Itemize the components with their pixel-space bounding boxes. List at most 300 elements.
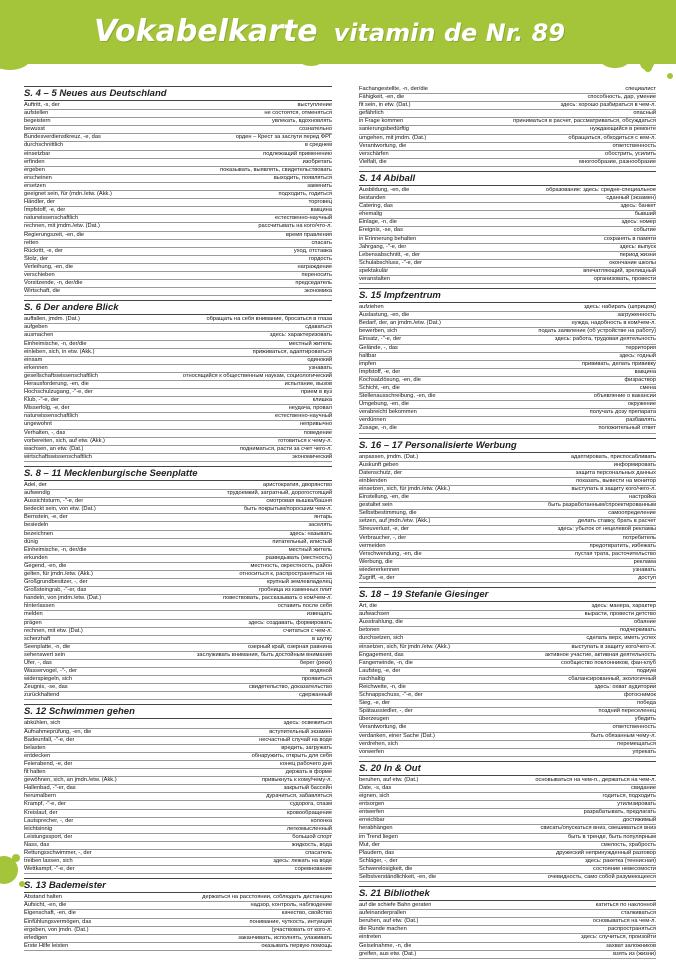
german-term: Eigenschaft, -en, die: [24, 910, 76, 917]
russian-translation: подать заявление (об устройстве на работу): [538, 328, 656, 335]
vocab-row: [24, 175, 332, 183]
section-heading: S. 20 In & Out: [359, 761, 656, 776]
russian-translation: доступ: [638, 574, 656, 581]
russian-translation: жидкость, вода: [291, 841, 332, 848]
german-term: gestaltet sein: [359, 502, 393, 509]
russian-translation: выходить, появляться: [273, 174, 332, 181]
section-heading: S. 21 Bibliothek: [359, 886, 656, 901]
german-term: einsetzen, sich, für jmdn./etw. (Akk.): [359, 643, 451, 650]
vocab-row: [359, 817, 656, 825]
russian-translation: сообщество поклонников, фан-клуб: [560, 659, 656, 666]
russian-translation: предотвратить, избежать: [589, 542, 656, 549]
german-term: Einsatz, -"-e, der: [359, 336, 402, 343]
russian-translation: здесь: освежиться: [283, 720, 332, 727]
russian-translation: непривычно: [299, 421, 332, 428]
vocab-section: [359, 886, 656, 959]
vocab-row: [24, 349, 332, 357]
german-term: herabhängen: [359, 825, 393, 832]
russian-translation: естественно-научный: [274, 215, 332, 222]
vocab-row: [359, 660, 656, 668]
german-term: sehenswert sein: [24, 651, 66, 658]
vocab-section: [359, 86, 656, 167]
german-term: vorwerfen: [359, 748, 384, 755]
russian-translation: экономика: [304, 288, 332, 295]
russian-translation: председатель: [295, 280, 332, 287]
russian-translation: окончание школы: [609, 259, 656, 266]
russian-translation: заселять: [308, 522, 332, 529]
vocab-row: [359, 543, 656, 551]
german-term: Ausstrahlung, die: [359, 619, 403, 626]
russian-translation: готовиться к чему-л.: [278, 437, 332, 444]
russian-translation: основываться на чем-л.: [592, 918, 656, 925]
german-term: Gegend, -en, die: [24, 562, 67, 569]
vocab-row: [24, 818, 332, 826]
vocab-row: [359, 151, 656, 159]
vocab-row: [24, 126, 332, 134]
vocab-row: [359, 494, 656, 502]
german-term: einleben, sich, in etw. (Akk.): [24, 348, 95, 355]
russian-translation: здесь: манера, характер: [591, 603, 656, 610]
vocab-row: [24, 850, 332, 858]
german-term: dünig: [24, 538, 38, 545]
german-term: nachhaltig: [359, 675, 385, 682]
russian-translation: берег (реки): [299, 660, 332, 666]
vocab-row: [359, 724, 656, 732]
german-term: Leistungssport, der: [24, 833, 73, 840]
russian-translation: считаться с чем-л.: [283, 627, 332, 634]
vocab-row: [24, 207, 332, 215]
german-term: die Runde machen: [359, 926, 407, 933]
russian-translation: в шутку: [311, 635, 332, 642]
page-title: [94, 14, 565, 49]
russian-translation: заменить: [307, 182, 332, 189]
german-term: Klub, -"-e, der: [24, 397, 59, 404]
german-term: impfen: [359, 360, 377, 367]
german-term: anpassen, jmdm. (Dat.): [359, 453, 419, 460]
german-term: einsetzen, sich, für jmdn./etw. (Akk.): [359, 485, 451, 492]
vocab-row: [24, 652, 332, 660]
german-term: Catering, das: [359, 203, 393, 210]
german-term: Geiselnahme, -n, die: [359, 942, 412, 949]
german-term: Regierungszeit, -en, die: [24, 231, 85, 238]
vocab-row: [24, 240, 332, 248]
russian-translation: достижимый: [622, 817, 656, 824]
russian-translation: свидетельство, доказательство: [248, 684, 332, 691]
russian-translation: реклама: [633, 558, 656, 565]
russian-translation: сдержанный: [298, 692, 332, 699]
german-term: Art, die: [359, 603, 378, 610]
german-term: aufziehen: [359, 304, 384, 311]
vocab-row: [24, 498, 332, 506]
vocab-row: [24, 720, 332, 728]
vocab-row: [24, 199, 332, 207]
vocab-row: [24, 737, 332, 745]
vocab-row: [359, 385, 656, 393]
vocab-row: [359, 86, 656, 94]
german-term: Verleihung, -en, die: [24, 263, 74, 270]
vocab-row: [359, 692, 656, 700]
vocab-row: [359, 684, 656, 692]
vocab-row: [359, 345, 656, 353]
vocab-row: [24, 769, 332, 777]
vocab-row: [24, 620, 332, 628]
russian-translation: здесь: называть: [289, 530, 332, 537]
vocab-row: [359, 518, 656, 526]
russian-translation: основываться на чем-л., держаться на чем-л.: [535, 776, 656, 783]
german-term: Großsteingrab, -"-er, das: [24, 587, 87, 594]
german-term: Hochschulzugang, -"-e, der: [24, 389, 93, 396]
russian-translation: быть покрытым/поросшим чем-л.: [243, 506, 332, 513]
vocab-row: [359, 801, 656, 809]
german-term: Schwerelosigkeit, die: [359, 865, 413, 872]
russian-translation: вакцина: [310, 207, 332, 214]
german-term: spektakulär: [359, 267, 389, 274]
russian-translation: обращать на себя внимание, бросаться в глаза: [206, 316, 332, 323]
german-term: naturwissenschaftlich: [24, 215, 79, 222]
russian-translation: пустая трата, расточительство: [575, 550, 656, 557]
russian-translation: не состоятся, отменяться: [264, 110, 332, 117]
russian-translation: прием в вуз: [300, 389, 332, 396]
german-term: Krampf, -"-e, der: [24, 801, 66, 808]
russian-translation: разведывать (местность): [265, 554, 332, 561]
german-term: Vorsitzende, -n, der/die: [24, 280, 83, 287]
section-heading: S. 8 – 11 Mecklenburgische Seenplatte: [24, 466, 332, 481]
vocab-row: [359, 195, 656, 203]
russian-translation: здесь: случиться, произойти: [581, 934, 656, 941]
vocab-row: [359, 502, 656, 510]
vocab-row: [24, 316, 332, 324]
german-term: entwerfen: [359, 809, 384, 816]
vocab-row: [359, 777, 656, 785]
vocab-row: [359, 211, 656, 219]
german-term: Fangemeinde, -n, die: [359, 659, 413, 666]
vocab-row: [359, 312, 656, 320]
russian-translation: состояние невесомости: [593, 865, 656, 872]
russian-translation: обострить, усилить: [605, 150, 656, 157]
vocab-section: [359, 288, 656, 434]
vocab-row: [359, 336, 656, 344]
russian-translation: здесь: годный: [619, 352, 656, 359]
german-term: verschieben: [24, 271, 55, 278]
vocab-row: [359, 551, 656, 559]
german-term: Wirtschaft, die: [24, 288, 61, 295]
vocab-row: [359, 159, 656, 167]
german-term: Verantwortung, die: [359, 142, 407, 149]
russian-translation: смотровая вышка/башня: [266, 498, 332, 505]
vocab-row: [359, 236, 656, 244]
russian-translation: надзор, контроль, наблюдение: [250, 902, 332, 909]
vocab-row: [359, 926, 656, 934]
russian-translation: обнаружить, открыть для себя: [251, 752, 332, 759]
russian-translation: подиум: [636, 667, 656, 674]
german-term: verabreicht bekommen: [359, 409, 417, 416]
vocab-row: [359, 575, 656, 583]
german-term: Plaudern, das: [359, 849, 395, 856]
vocab-row: [24, 397, 332, 405]
vocab-row: [24, 365, 332, 373]
russian-translation: спасатель: [305, 849, 332, 856]
german-term: im Trend liegen: [359, 833, 398, 840]
russian-translation: здесь: убыток от нецелевой рекламы: [557, 526, 656, 533]
german-term: einblenden: [359, 477, 387, 484]
vocab-row: [359, 708, 656, 716]
russian-translation: дурачиться, забавляться: [266, 793, 332, 800]
russian-translation: привыкнуть к кому/чему-л.: [261, 777, 332, 784]
vocab-row: [24, 555, 332, 563]
vocab-row: [24, 223, 332, 231]
vocab-row: [24, 894, 332, 902]
vocab-row: [359, 733, 656, 741]
vocab-row: [359, 143, 656, 151]
german-term: einsam: [24, 356, 43, 363]
german-term: Aufnahmeprüfung, -en, die: [24, 728, 92, 735]
vocab-row: [24, 438, 332, 446]
vocab-row: [24, 793, 332, 801]
german-term: hinterlassen: [24, 603, 55, 610]
vocab-section: [359, 438, 656, 584]
vocab-row: [24, 413, 332, 421]
vocab-row: [359, 700, 656, 708]
german-term: ergeben, von jmdn. (Dat.): [24, 926, 89, 933]
russian-translation: выступать в защиту кого/чего-л.: [571, 643, 656, 650]
german-term: Einfühlungsvermögen, das: [24, 918, 92, 925]
russian-translation: здесь: набирать (шприцом): [583, 304, 656, 311]
german-term: Laufsteg, -e, der: [359, 667, 401, 674]
russian-translation: показывать, выявлять, свидетельствовать: [220, 166, 332, 173]
german-term: verschärfen: [359, 150, 389, 157]
russian-translation: приниматься в расчет, рассматриваться, обсуждаться: [513, 118, 656, 125]
russian-translation: сталкиваться: [620, 910, 656, 917]
russian-translation: кровообращение: [287, 809, 332, 816]
section-heading: S. 16 – 17 Personalisierte Werbung: [359, 438, 656, 453]
german-term: Rettungsschwimmer, -, der: [24, 849, 92, 856]
german-term: entsorgen: [359, 801, 385, 808]
vocab-row: [359, 627, 656, 635]
vocab-section: [24, 300, 332, 462]
german-term: Verschwendung, -en, die: [359, 550, 422, 557]
german-term: setzen, auf jmdn./etw. (Akk.): [359, 518, 431, 525]
vocab-section: [24, 704, 332, 874]
vocab-row: [24, 256, 332, 264]
russian-translation: быть разработанным/спроектированным: [547, 502, 656, 509]
vocab-section: [24, 466, 332, 701]
vocab-row: [359, 244, 656, 252]
russian-translation: местность, окрестность, район: [250, 562, 332, 569]
russian-translation: получать дозу препарата: [589, 409, 656, 416]
vocab-row: [359, 320, 656, 328]
vocab-row: [359, 535, 656, 543]
german-term: beruhen, auf etw. (Dat.): [359, 918, 419, 925]
vocab-row: [359, 361, 656, 369]
german-term: Verbraucher, -, der: [359, 534, 407, 541]
vocab-row: [24, 288, 332, 296]
german-term: melden: [24, 611, 43, 618]
vocab-row: [359, 102, 656, 110]
section-heading: S. 13 Bademeister: [24, 878, 332, 893]
german-term: Verhalten, -, das: [24, 429, 66, 436]
german-term: haltbar: [359, 352, 377, 359]
russian-translation: упрекать: [632, 748, 656, 755]
vocab-row: [24, 571, 332, 579]
vocab-row: [24, 858, 332, 866]
vocab-row: [24, 490, 332, 498]
german-term: aufeinanderprallen: [359, 910, 407, 917]
vocab-row: [359, 187, 656, 195]
russian-translation: бывший: [634, 211, 656, 218]
german-term: vermeiden: [359, 542, 386, 549]
vocab-row: [359, 825, 656, 833]
russian-translation: подходить, годиться: [278, 191, 332, 198]
russian-translation: здесь: характеризовать: [269, 332, 332, 339]
russian-translation: смелость, храбрость: [600, 841, 656, 848]
german-term: durchsetzen, sich: [359, 635, 404, 642]
german-term: gelten, für jmdn./etw. (Akk.): [24, 570, 93, 577]
russian-translation: образование: здесь: средне-специальное: [545, 186, 656, 193]
german-term: bestanden: [359, 195, 386, 202]
vocab-row: [359, 793, 656, 801]
german-term: Seenplatte, -n, die: [24, 643, 71, 650]
ink-splash-corner: [618, 40, 676, 86]
german-term: Impfstoff, -e, der: [359, 368, 401, 375]
german-term: Zugriff, -e, der: [359, 574, 395, 581]
german-term: Ausbildung, -en, die: [359, 186, 410, 193]
vocab-row: [24, 579, 332, 587]
vocab-row: [359, 304, 656, 312]
vocab-row: [359, 94, 656, 102]
russian-translation: сбалансированный, экологичный: [568, 675, 656, 682]
vocab-row: [359, 486, 656, 494]
vocab-row: [24, 785, 332, 793]
german-term: Engagement, das: [359, 651, 404, 658]
german-term: Stolz, der: [24, 255, 49, 262]
vocab-row: [359, 328, 656, 336]
vocab-row: [359, 741, 656, 749]
german-term: abkühlen, sich: [24, 720, 61, 727]
vocab-row: [24, 628, 332, 636]
vocab-row: [24, 332, 332, 340]
vocab-row: [24, 729, 332, 737]
vocab-row: [359, 417, 656, 425]
russian-translation: изобретать: [302, 158, 332, 165]
russian-translation: переносить: [301, 271, 332, 278]
russian-translation: годиться, подходить: [602, 793, 656, 800]
german-term: sanierungsbedürftig: [359, 126, 409, 133]
vocab-row: [24, 902, 332, 910]
vocab-row: [359, 393, 656, 401]
vocab-row: [359, 676, 656, 684]
german-term: Selbstbestimmung, die: [359, 510, 417, 517]
german-term: aufgeben: [24, 324, 48, 331]
german-term: scherzhaft: [24, 635, 51, 642]
vocab-row: [359, 126, 656, 134]
german-term: aufwendig: [24, 490, 50, 497]
russian-translation: естественно-научный: [274, 413, 332, 420]
vocab-row: [24, 866, 332, 874]
vocab-row: [24, 684, 332, 692]
russian-translation: местный житель: [288, 546, 332, 553]
vocab-row: [24, 118, 332, 126]
german-term: Einstellung, -en, die: [359, 494, 409, 501]
german-term: betonen: [359, 627, 380, 634]
german-term: Lautsprecher, -, der: [24, 817, 74, 824]
vocab-row: [359, 462, 656, 470]
german-term: Ufer, -, das: [24, 660, 52, 666]
german-term: prägen: [24, 619, 42, 626]
vocab-row: [24, 514, 332, 522]
russian-translation: рассчитывать на кого/что-л.: [258, 223, 332, 230]
german-term: auf die schiefe Bahn geraten: [359, 902, 432, 909]
russian-translation: конец рабочего дня: [280, 760, 332, 767]
german-term: rechnen, mit etw. (Dat.): [24, 627, 83, 634]
vocab-row: [24, 660, 332, 668]
russian-translation: прививать, делать прививку: [581, 360, 656, 367]
russian-translation: событие: [633, 227, 656, 234]
german-term: Streuverlust, -e, der: [359, 526, 409, 533]
german-term: Vielfalt, die: [359, 158, 387, 165]
vocab-row: [359, 409, 656, 417]
vocab-row: [359, 918, 656, 926]
issue-label: vitamin de Nr. 89: [333, 19, 566, 47]
russian-translation: способность, дар, умение: [587, 94, 656, 101]
vocab-row: [359, 902, 656, 910]
german-term: Adel, der: [24, 481, 47, 488]
russian-translation: закрытый бассейн: [283, 785, 332, 792]
russian-translation: дружеский непринужденный разговор: [555, 849, 656, 856]
vocab-row: [359, 850, 656, 858]
vocab-row: [24, 810, 332, 818]
vocab-row: [359, 842, 656, 850]
russian-translation: клишка: [312, 397, 332, 404]
russian-translation: утилизировать: [617, 801, 656, 808]
german-term: naturwissenschaftlich: [24, 413, 79, 420]
vocab-row: [359, 227, 656, 235]
vocab-row: [24, 834, 332, 842]
russian-translation: вырасти, провести детство: [584, 611, 656, 618]
german-term: Abstand halten: [24, 894, 62, 901]
vocab-row: [359, 276, 656, 284]
german-term: Kreislauf, der: [24, 809, 58, 816]
russian-translation: испытание, вызов: [284, 381, 332, 387]
russian-translation: победа: [637, 700, 656, 707]
vocab-row: [359, 470, 656, 478]
russian-translation: информировать: [613, 461, 656, 468]
german-term: bedeckt sein, von etw. (Dat.): [24, 506, 96, 513]
header-banner: [0, 0, 676, 64]
vocab-row: [359, 252, 656, 260]
vocab-row: [359, 559, 656, 567]
german-term: erreichbar: [359, 817, 385, 824]
vocab-row: [24, 405, 332, 413]
russian-translation: поздний переселенец: [598, 708, 656, 715]
vocab-row: [24, 636, 332, 644]
german-term: aufstellen: [24, 110, 49, 117]
vocab-row: [24, 454, 332, 462]
section-heading: S. 12 Schwimmen gehen: [24, 704, 332, 719]
vocab-row: [359, 401, 656, 409]
german-term: Zusage, -n, die: [359, 425, 397, 432]
german-term: Reichweite, -n, die: [359, 684, 406, 690]
russian-translation: показать, вывести на монитор: [576, 477, 656, 484]
russian-translation: многообразие, разнообразие: [579, 158, 656, 165]
vocab-section: [24, 878, 332, 951]
russian-translation: гробница из каменных плит: [258, 587, 332, 594]
vocab-row: [359, 668, 656, 676]
russian-translation: качество, свойство: [281, 910, 332, 917]
russian-translation: узнавать: [632, 566, 656, 573]
vocab-row: [359, 716, 656, 724]
russian-translation: загруженность: [617, 312, 656, 319]
russian-translation: время правления: [285, 231, 332, 238]
